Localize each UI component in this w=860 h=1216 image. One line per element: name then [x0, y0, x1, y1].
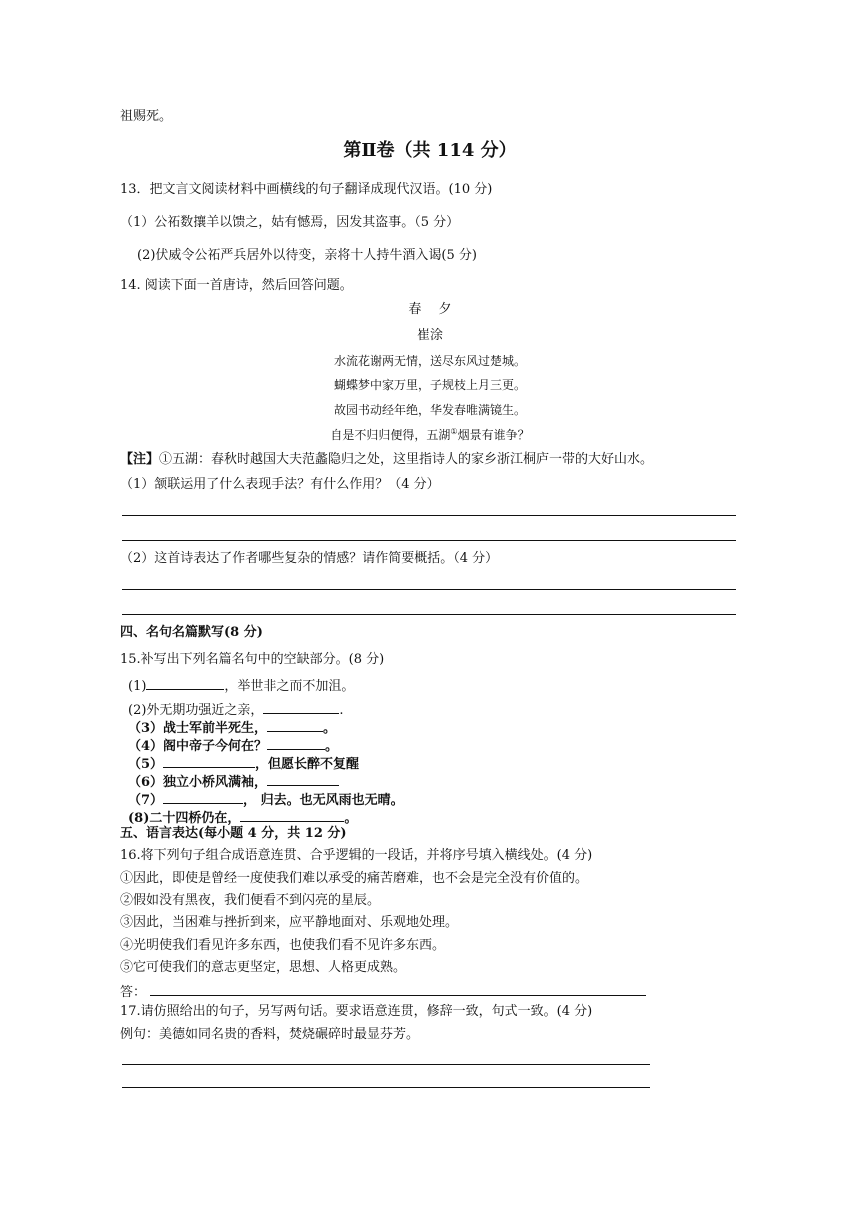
q15-item-5-suffix: ，但愿长醉不复醒: [255, 757, 360, 772]
lead-text: 祖赐死。: [120, 109, 173, 124]
note-text: ①五湖：春秋时越国大夫范蠡隐归之处，这里指诗人的家乡浙江桐庐一带的大好山水。: [159, 452, 654, 467]
poem-line-4: [0, 426, 860, 444]
fill-blank[interactable]: [263, 699, 339, 714]
q16-sentence-5: ⑤它可使我们的意志更坚定，思想、人格更成熟。: [120, 960, 407, 975]
q15-item-1: [128, 675, 354, 696]
poem-line-4-b: 烟景有谁争？: [457, 428, 530, 442]
answer-line: [122, 614, 736, 615]
answer-line: [122, 540, 736, 541]
q16-answer: [120, 981, 646, 1002]
q15-item-2-suffix: .: [339, 703, 344, 718]
q13-part2: (2)伏威令公祏严兵居外以待变，亲将十人持牛酒入谒(5 分): [137, 248, 477, 263]
footnote-mark: ①: [450, 427, 458, 436]
section-4-heading: 四、名句名篇默写(8 分): [120, 625, 263, 640]
answer-blank[interactable]: [150, 981, 646, 996]
q16-sentence-2: ②假如没有黑夜，我们便看不到闪亮的星辰。: [120, 893, 381, 908]
q16-sentence-1: ①因此，即使是曾经一度使我们难以承受的痛苦磨难，也不会是完全没有价值的。: [120, 871, 589, 886]
answer-line: [122, 1064, 650, 1065]
fill-blank[interactable]: [163, 753, 255, 768]
q13-stem: 13．把文言文阅读材料中画横线的句子翻译成现代汉语。(10 分): [120, 182, 493, 197]
answer-line: [122, 1087, 650, 1088]
q15-item-6-prefix: （6）独立小桥风满袖，: [128, 775, 268, 790]
answer-line: [122, 515, 736, 516]
note-label: 【注】: [120, 452, 160, 467]
fill-blank[interactable]: [146, 675, 224, 690]
q15-stem: 15.补写出下列名篇名句中的空缺部分。(8 分): [120, 652, 385, 667]
q14-stem: 14. 阅读下面一首唐诗，然后回答问题。: [120, 278, 353, 293]
q14-sub2: （2）这首诗表达了作者哪些复杂的情感？请作简要概括。（4 分）: [120, 551, 499, 566]
section-title: 第Ⅱ卷（共 114 分）: [343, 140, 517, 161]
q15-item-4-suffix: 。: [325, 739, 339, 754]
q15-item-8-prefix: (8)二十四桥仍在，: [128, 811, 241, 826]
note: [120, 451, 653, 469]
answer-line: [122, 589, 736, 590]
q15-item-7-suffix: ， 归去。也无风雨也无晴。: [243, 793, 404, 808]
q15-item-5-prefix: （5）: [128, 757, 164, 772]
poem-line-4-a: 自是不归归便得，五湖: [330, 428, 451, 442]
q16-sentence-4: ④光明使我们看见许多东西，也使我们看不见许多东西。: [120, 938, 446, 953]
q16-stem: 16.将下列句子组合成语意连贯、合乎逻辑的一段话，并将序号填入横线处。(4 分): [120, 848, 593, 863]
q14-sub1: （1）颔联运用了什么表现手法？有什么作用？（4 分）: [120, 477, 440, 492]
q15-item-3-suffix: 。: [323, 721, 337, 736]
q15-item-2-prefix: (2)外无期功强近之亲，: [128, 703, 264, 718]
fill-blank[interactable]: [163, 789, 243, 804]
q15-item-8-suffix: 。: [344, 811, 358, 826]
poem-author: 崔涂: [416, 328, 443, 343]
q13-part1: （1）公祏数攘羊以馈之，姑有憾焉，因发其盗事。（5 分）: [120, 215, 460, 230]
poem-line-1: 水流花谢两无情，送尽东风过楚城。: [333, 354, 526, 368]
fill-blank[interactable]: [267, 771, 339, 786]
q17-stem: 17.请仿照给出的句子，另写两句话。要求语意连贯，修辞一致，句式一致。(4 分): [120, 1004, 593, 1019]
poem-line-2: 蝴蝶梦中家万里，子规枝上月三更。: [333, 378, 526, 392]
q17-example: 例句：美德如同名贵的香料，焚烧碾碎时最显芬芳。: [120, 1027, 420, 1042]
q15-item-1-prefix: (1): [128, 679, 147, 694]
fill-blank[interactable]: [240, 807, 344, 822]
answer-label: 答：: [120, 985, 147, 1000]
poem-title: 春 夕: [408, 302, 452, 317]
q15-item-7-prefix: （7）: [128, 793, 164, 808]
q16-sentence-3: ③因此，当困难与挫折到来，应平静地面对、乐观地处理。: [120, 915, 459, 930]
poem-line-3: 故园书动经年绝，华发春唯满镜生。: [333, 403, 526, 417]
q15-item-4-prefix: （4）阁中帝子今何在？: [128, 739, 268, 754]
q15-item-3-prefix: （3）战士军前半死生，: [128, 721, 268, 736]
q15-item-1-suffix: ，举世非之而不加沮。: [224, 679, 355, 694]
fill-blank[interactable]: [267, 735, 325, 750]
fill-blank[interactable]: [267, 717, 323, 732]
section-5-heading: 五、语言表达(每小题 4 分，共 12 分): [120, 826, 347, 841]
